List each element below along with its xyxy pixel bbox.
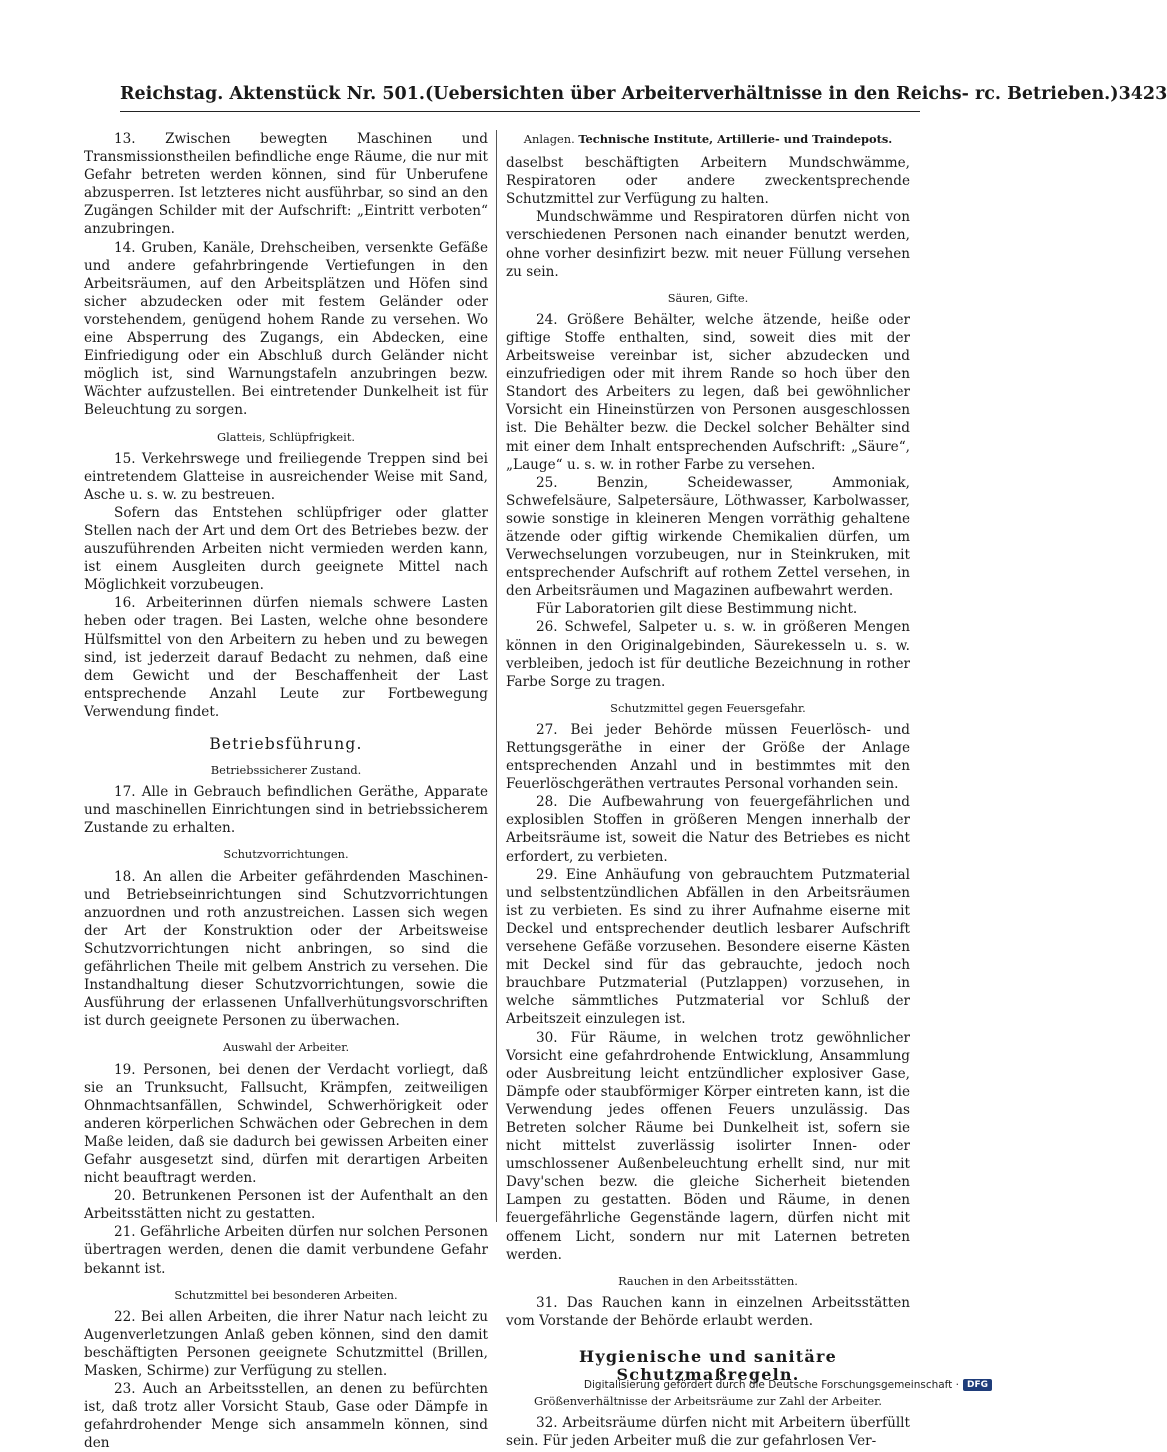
column-subheader [506,130,910,148]
paragraph-21: 21. Gefährliche Arbeiten dürfen nur solchen Personen übertragen werden, denen die damit verbundene Gefahr bekannt ist. [84,1224,488,1277]
paragraph-15b: Sofern das Entstehen schlüpfriger oder glatter Stellen nach der Art und dem Ort des Betriebes bezw. der auszuführenden Arbeiten nicht vermieden werden kann, ist einem Ausgleiten durch geeignete Mittel nach Möglichkeit vorzubeugen. [84,504,488,594]
paragraph-23-mundschwaemme: Mundschwämme und Respiratoren dürfen nicht von verschiedenen Personen nach einander benutzt werden, ohne vorher desinfizirt bezw. mit neuer Füllung versehen zu sein. [506,209,910,280]
paragraph-15: 15. Verkehrswege und freiliegende Treppen sind bei eintretendem Glatteise in ausreichender Weise mit Sand, Asche u. s. w. zu bestreuen. [84,450,488,503]
paragraph-18: 18. An allen die Arbeiter gefährdenden Maschinen- und Betriebseinrichtungen sind Schutzvorrichtungen anzuordnen und roth anzustreichen. Lassen sich wegen der Art der Konstruktion oder der Arbeitsweise Schutzvorrichtungen nicht anbringen, so sind die gefährlichen Theile mit gelbem Anstrich zu versehen. Die Instandhaltung dieser Schutzvorrichtungen, sowie die Ausführung der erlassenen Unfallverhütungsvorschriften ist durch geeignete Personen zu überwachen. [84,868,488,1030]
paragraph-29: 29. Eine Anhäufung von gebrauchtem Putzmaterial und selbstentzündlichen Abfällen in den Arbeitsräumen ist zu verbieten. Es sind zu ihrer Aufnahme eiserne mit Deckel und entsprechender deutlich lesbarer Aufschrift versehene Gefäße vorzusehen. Besondere eiserne Kästen mit Deckel sind für das gebrauchte, jedoch noch brauchbare Putzmaterial (Putzlappen) vorzusehen, in welche sämmtliches Putzmaterial vor Schluß der Arbeitszeit einzulegen ist. [506,866,910,1028]
section-heading-hygiene: Hygienische und sanitäre Schutzmaßregeln. [579,1347,837,1385]
subheading-rauchen: Rauchen in den Arbeitsstätten. [618,1273,798,1288]
paragraph-16: 16. Arbeiterinnen dürfen niemals schwere Lasten heben oder tragen. Bei Lasten, welche ohne besondere Hülfsmittel von den Arbeitern zu heben und zu bewegen sind, ist jederzeit darauf Bedacht zu nehmen, daß eine dem Gewicht und der Beschaffenheit der Last entsprechende Anzahl Leute zur Fortbewegung Verwendung findet. [84,595,488,720]
running-header [120,84,1167,104]
subheading-auswahl: Auswahl der Arbeiter. [222,1040,350,1055]
paragraph-24: 24. Größere Behälter, welche ätzende, heiße oder giftige Stoffe enthalten, sind, soweit dies mit der Arbeitsweise vereinbar ist, sicher abzudecken und einzufriedigen oder mit ihrem Rande so hoch über den Standort des Arbeiters zu legen, daß bei gewöhnlicher Vorsicht ein Hineinstürzen von Personen ausgeschlossen ist. Die Behälter bezw. die Deckel solcher Behälter sind mit einer dem Inhalt entsprechenden Aufschrift: „Säure“, „Lauge“ u. s. w. in rother Farbe zu versehen. [506,311,910,473]
subheading-schutzmittel: Schutzmittel bei besonderen Arbeiten. [174,1287,398,1302]
paragraph-23-continued: daselbst beschäftigten Arbeitern Mundschwämme, Respiratoren oder andere zweckentsprechende Schutzmittel zur Verfügung zu halten. [506,155,910,208]
column-subheader-bold: Technische Institute, Artillerie- und Traindepots. [578,132,893,146]
footer-text: Digitalisierung gefördert durch die Deutsche Forschungsgemeinschaft · [583,1379,959,1391]
header-rule [120,111,920,112]
subheading-feuersgefahr: Schutzmittel gegen Feuersgefahr. [610,700,806,715]
subheading-glatteis: Glatteis, Schlüpfrigkeit. [216,429,356,444]
paragraph-19: 19. Personen, bei denen der Verdacht vorliegt, daß sie an Trunksucht, Fallsucht, Krämpfen, zeitweiligen Ohnmachtsanfällen, Schwindel, Schwerhörigkeit oder anderen körperlichen Schwächen oder Gebrechen in dem Maße leiden, daß sie dadurch bei gewissen Arbeiten einer Gefahr ausgesetzt sind, dürfen mit derartigen Arbeiten nicht beauftragt werden. [84,1061,488,1187]
paragraph-32: 32. Arbeitsräume dürfen nicht mit Arbeitern überfüllt sein. Für jeden Arbeiter muß die zur gefahrlosen Ver- [506,1415,910,1450]
paragraph-25b: Für Laboratorien gilt diese Bestimmung nicht. [536,601,858,618]
page-number: 3423 [1118,84,1167,104]
column-divider [496,130,497,1222]
subheading-saeuren: Säuren, Gifte. [667,290,749,305]
paragraph-13: 13. Zwischen bewegten Maschinen und Transmissionstheilen befindliche enge Räume, die nur mit Gefahr betreten werden können, sind für Unberufene abzusperren. Ist letzteres nicht ausführbar, so sind an den Zugängen Schilder mit der Aufschrift: „Eintritt verboten“ anzubringen. [84,131,488,238]
subheading-schutzvorrichtungen: Schutzvorrichtungen. [223,847,349,862]
paragraph-27: 27. Bei jeder Behörde müssen Feuerlösch- und Rettungsgeräthe in einer der Größe der Anlage entsprechenden Anzahl und in bestimmtes mit den Feuerlöschgeräthen vertrautes Personal vorhanden sein. [506,721,910,793]
dfg-logo-icon: DFG [963,1379,992,1391]
right-column [506,130,910,1450]
column-subheader-prefix: Anlagen. [523,132,575,146]
paragraph-17: 17. Alle in Gebrauch befindlichen Geräthe, Apparate und maschinellen Einrichtungen sind in betriebssicherem Zustande zu erhalten. [84,784,488,837]
header-subtitle: (Uebersichten über Arbeiterverhältnisse in den Reichs- rc. Betrieben.) [425,84,1119,104]
paragraph-25: 25. Benzin, Scheidewasser, Ammoniak, Schwefelsäure, Salpetersäure, Löthwasser, Karbolwasser, sowie sonstige in kleineren Mengen vorräthig gehaltene ätzende oder giftig wirkende Chemikalien dürfen, um Verwechselungen vorzubeugen, nur in Steinkruken, mit entsprechender Aufschrift auf rothem Zettel versehen, in den Arbeitsräumen und Magazinen aufbewahrt werden. [506,474,910,600]
paragraph-14: 14. Gruben, Kanäle, Drehscheiben, versenkte Gefäße und andere gefahrbringende Vertiefungen in den Arbeitsräumen, auf den Arbeitsplätzen und Höfen sind sicher abzudecken oder mit festem Geländer oder vorstehendem, genügend hohem Rande zu versehen. Wo eine Absperrung des Zugangs, ein Abdecken, eine Einfriedigung oder ein Abschluß durch Geländer nicht möglich ist, sind Warnungstafeln anzubringen bezw. Wächter aufzustellen. Bei eintretender Dunkelheit ist für Beleuchtung zu sorgen. [84,239,488,419]
header-title: Reichstag. Aktenstück Nr. 501. [120,84,425,104]
subheading-zustand: Betriebssicherer Zustand. [210,763,362,778]
section-heading-betriebsfuehrung: Betriebsführung. [209,735,363,753]
paragraph-22: 22. Bei allen Arbeiten, die ihrer Natur nach leicht zu Augenverletzungen Anlaß geben können, sind den damit beschäftigten Personen geeignete Schutzmittel (Brillen, Masken, Schirme) zur Verfügung zu stellen. [84,1308,488,1379]
paragraph-20: 20. Betrunkenen Personen ist der Aufenthalt an den Arbeitsstätten nicht zu gestatten. [84,1188,488,1223]
digitization-footer [584,1379,992,1391]
left-column [84,130,488,1452]
paragraph-30: 30. Für Räume, in welchen trotz gewöhnlicher Vorsicht eine gefahrdrohende Entwicklung, Ansammlung oder Ausbreitung leicht entzündlicher explosiver Gase, Dämpfe oder staubförmiger Körper eintreten kann, ist die Verwendung jedes offenen Feuers unzulässig. Das Betreten solcher Räume bei Dunkelheit ist, sofern sie nicht mittelst zuverlässig isolirter Innen- oder umschlossener Außenbeleuchtung erhellt sind, nur mit Davy'schen bezw. die gleiche Sicherheit bietenden Lampen zu gestatten. Böden und Räume, in denen feuergefährliche Gegenstände lagern, dürfen nicht mit offenem Licht, sondern nur mit Laternen betreten werden. [506,1029,910,1263]
paragraph-26: 26. Schwefel, Salpeter u. s. w. in größeren Mengen können in den Originalgebinden, Säurekesseln u. s. w. verbleiben, jedoch ist für deutliche Bezeichnung in rother Farbe Sorge zu tragen. [506,619,910,690]
paragraph-31: 31. Das Rauchen kann in einzelnen Arbeitsstätten vom Vorstande der Behörde erlaubt werden. [506,1294,910,1329]
paragraph-28: 28. Die Aufbewahrung von feuergefährlichen und explosiblen Stoffen in größeren Mengen innerhalb der Arbeitsräume ist, soweit die Natur des Betriebes es nicht erfordert, zu verbieten. [506,794,910,865]
subheading-groesse: Größenverhältnisse der Arbeitsräume zur Zahl der Arbeiter. [534,1394,882,1409]
paragraph-23: 23. Auch an Arbeitsstellen, an denen zu befürchten ist, daß trotz aller Vorsicht Staub, Gase oder Dämpfe in gefahrdrohender Menge sich ansammeln können, sind den [84,1381,488,1452]
